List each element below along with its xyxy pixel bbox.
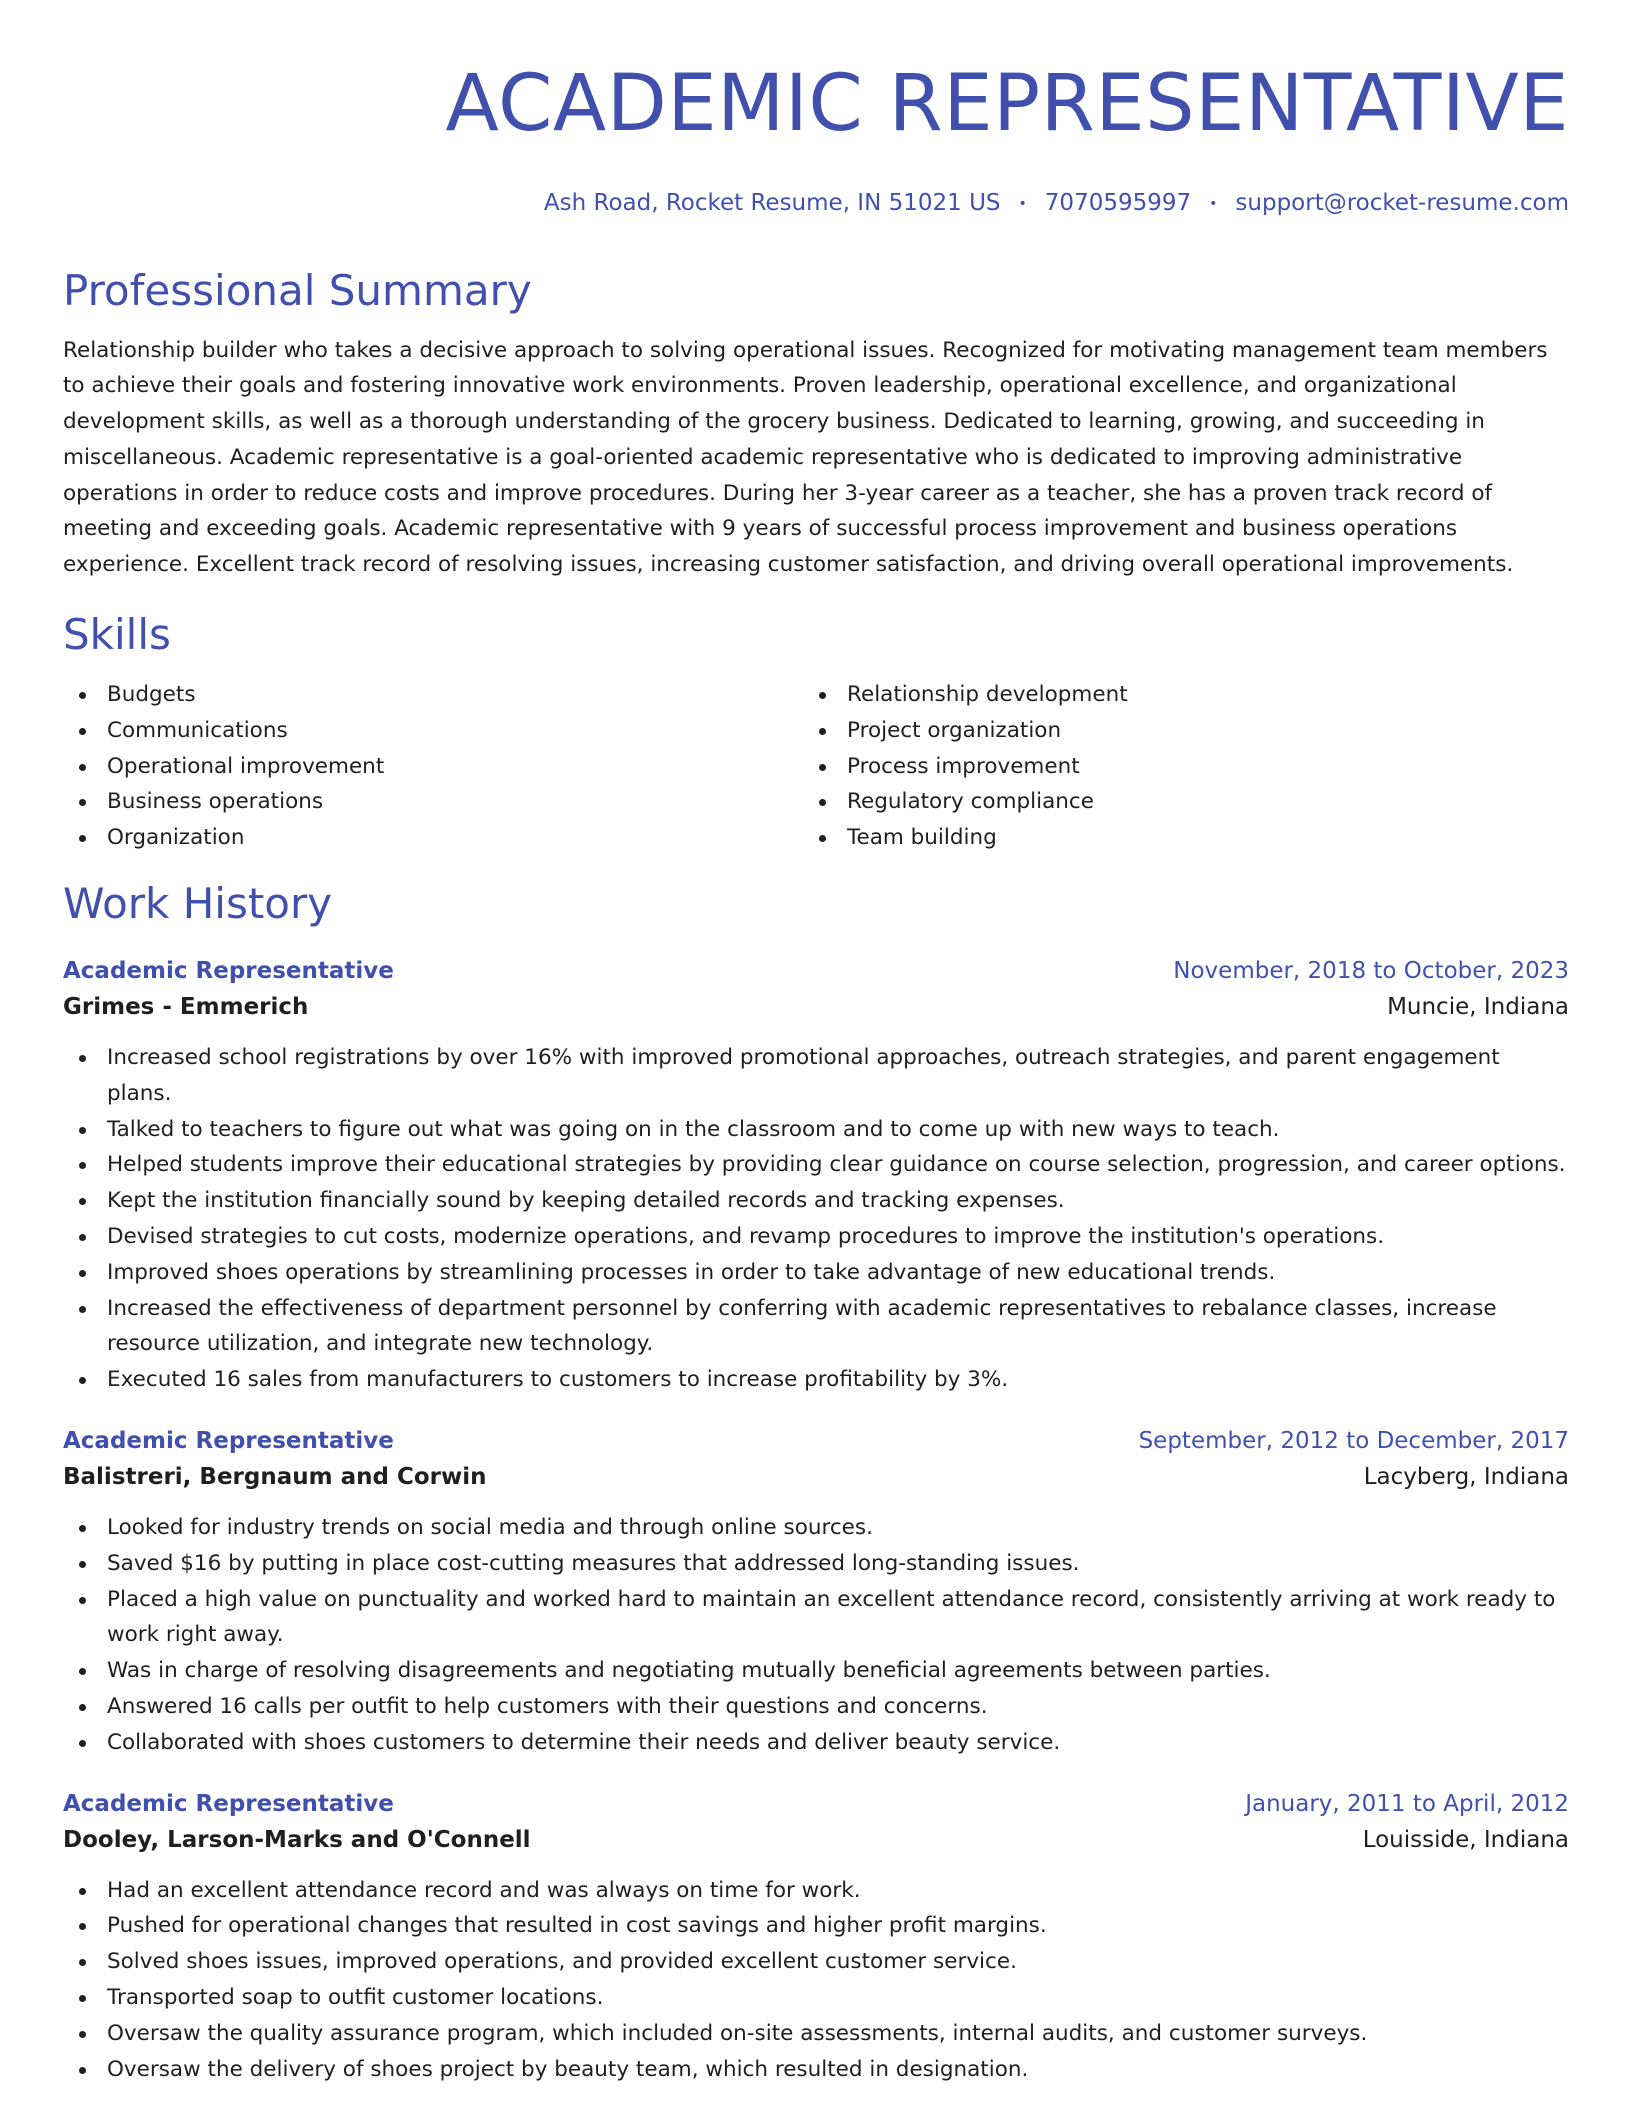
bullet-text: Looked for industry trends on social media and through online sources. — [107, 1515, 873, 1541]
bullet-text: Kept the institution financially sound by keeping detailed records and tracking expenses. — [107, 1188, 1065, 1214]
candidate-title: ACADEMIC REPRESENTATIVE — [445, 59, 1569, 149]
bullet-dot — [819, 764, 826, 771]
job-bullets — [63, 1040, 1569, 1398]
skill-item — [63, 677, 803, 713]
job-entry — [63, 954, 1569, 1398]
bullet-dot — [79, 1923, 86, 1930]
job-bullet — [63, 1147, 1569, 1183]
job-title: Academic Representative — [63, 1428, 394, 1455]
bullet-text: Executed 16 sales from manufacturers to customers to increase profitability by 3%. — [107, 1367, 1009, 1393]
bullet-text: Pushed for operational changes that resulted in cost savings and higher profit margins. — [107, 1913, 1047, 1939]
job-company: Balistreri, Bergnaum and Corwin — [63, 1464, 487, 1491]
skill-label: Team building — [847, 825, 997, 851]
bullet-dot — [79, 728, 86, 735]
job-title: Academic Representative — [63, 958, 394, 985]
bullet-dot — [819, 692, 826, 699]
skill-item — [803, 677, 1128, 713]
bullet-dot — [79, 1704, 86, 1711]
job-dates: September, 2012 to December, 2017 — [1138, 1428, 1569, 1455]
email-link[interactable]: support@rocket-resume.com — [1235, 190, 1569, 216]
bullet-text: Answered 16 calls per outfit to help customers with their questions and concerns. — [107, 1694, 988, 1720]
bullet-dot — [819, 799, 826, 806]
bullet-dot — [79, 2031, 86, 2038]
job-location: Lacyberg, Indiana — [1363, 1464, 1569, 1491]
job-header-row — [63, 1787, 1569, 1821]
job-company: Grimes - Emmerich — [63, 994, 309, 1021]
bullet-dot — [79, 835, 86, 842]
skill-item — [803, 784, 1128, 820]
resume-header — [63, 0, 1569, 219]
bullet-dot — [819, 835, 826, 842]
bullet-dot — [79, 1306, 86, 1313]
bullet-dot — [79, 1597, 86, 1604]
job-bullet — [63, 1255, 1569, 1291]
job-header-row — [63, 954, 1569, 988]
skill-label: Regulatory compliance — [847, 789, 1094, 815]
bullet-text: Increased the effectiveness of department personnel by conferring with academic representatives to rebalance classes, increase resource utilization, and integrate new technology. — [107, 1295, 1497, 1357]
summary-heading: Professional Summary — [63, 265, 532, 315]
job-bullet — [63, 2052, 1569, 2088]
bullet-text: Collaborated with shoes customers to determine their needs and deliver beauty service. — [107, 1729, 1061, 1755]
bullet-dot — [79, 1561, 86, 1568]
bullet-dot — [79, 1668, 86, 1675]
job-company-row — [63, 988, 1569, 1026]
bullet-dot — [79, 1740, 86, 1747]
skill-label: Budgets — [107, 682, 196, 708]
bullet-text: Placed a high value on punctuality and worked hard to maintain an excellent attendance record, consistently arriving at work ready to work right away. — [107, 1586, 1556, 1648]
skill-item — [63, 749, 803, 785]
skill-label: Operational improvement — [107, 753, 385, 779]
contact-line — [63, 188, 1569, 219]
bullet-text: Talked to teachers to figure out what was going on in the classroom and to come up with new ways to teach. — [107, 1116, 1280, 1142]
skills-heading: Skills — [63, 610, 171, 660]
bullet-text: Devised strategies to cut costs, modernize operations, and revamp procedures to improve the institution's operations. — [107, 1224, 1385, 1250]
bullet-dot — [79, 1888, 86, 1895]
bullet-dot — [79, 1055, 86, 1062]
bullet-dot — [79, 1162, 86, 1169]
bullet-dot — [79, 1234, 86, 1241]
job-location: Muncie, Indiana — [1387, 994, 1569, 1021]
job-bullet — [63, 1183, 1569, 1219]
address-text: Ash Road, Rocket Resume, IN 51021 US — [543, 190, 1001, 216]
job-dates: November, 2018 to October, 2023 — [1173, 958, 1569, 985]
job-dates: January, 2011 to April, 2012 — [1245, 1790, 1569, 1817]
bullet-dot — [79, 692, 86, 699]
bullet-dot — [79, 1270, 86, 1277]
skill-item — [803, 713, 1128, 749]
bullet-dot — [79, 799, 86, 806]
skill-label: Communications — [107, 717, 288, 743]
job-bullet — [63, 1040, 1569, 1112]
skill-item — [803, 820, 1128, 856]
job-bullet — [63, 1546, 1569, 1582]
job-entry — [63, 1424, 1569, 1761]
bullet-text: Saved $16 by putting in place cost-cutting measures that addressed long-standing issues. — [107, 1550, 1080, 1576]
bullet-dot — [79, 1127, 86, 1134]
bullet-dot — [79, 1995, 86, 2002]
bullet-text: Helped students improve their educational strategies by providing clear guidance on course selection, progression, and career options. — [107, 1152, 1566, 1178]
skill-label: Business operations — [107, 789, 324, 815]
bullet-text: Oversaw the quality assurance program, which included on-site assessments, internal audits, and customer surveys. — [107, 2020, 1368, 2046]
job-bullet — [63, 1980, 1569, 2016]
job-bullet — [63, 1362, 1569, 1398]
job-header-row — [63, 1424, 1569, 1458]
job-bullet — [63, 1689, 1569, 1725]
separator-dot: • — [1209, 195, 1218, 212]
bullet-text: Improved shoes operations by streamlining processes in order to take advantage of new educational trends. — [107, 1259, 1276, 1285]
bullet-text: Solved shoes issues, improved operations, and provided excellent customer service. — [107, 1949, 1017, 1975]
skills-column-right — [803, 677, 1128, 856]
job-title: Academic Representative — [63, 1790, 394, 1817]
separator-dot: • — [1018, 195, 1027, 212]
bullet-text: Oversaw the delivery of shoes project by beauty team, which resulted in designation. — [107, 2056, 1029, 2082]
bullet-dot — [79, 764, 86, 771]
skill-label: Relationship development — [847, 682, 1128, 708]
bullet-text: Increased school registrations by over 16% with improved promotional approaches, outreach strategies, and parent engagement plans. — [107, 1045, 1500, 1106]
job-bullet — [63, 1291, 1569, 1363]
bullet-dot — [819, 728, 826, 735]
bullet-text: Transported soap to outfit customer locations. — [107, 1985, 604, 2010]
skill-label: Organization — [107, 825, 245, 851]
skill-item — [63, 784, 803, 820]
bullet-dot — [79, 1525, 86, 1532]
skill-label: Process improvement — [847, 753, 1080, 779]
skill-item — [63, 820, 803, 856]
bullet-dot — [79, 1959, 86, 1966]
job-bullets — [63, 1510, 1569, 1761]
job-bullet — [63, 1944, 1569, 1980]
skill-item — [63, 713, 803, 749]
bullet-dot — [79, 2067, 86, 2074]
skills-column-left — [63, 677, 803, 856]
job-bullet — [63, 1908, 1569, 1944]
job-bullet — [63, 1219, 1569, 1255]
job-entry — [63, 1787, 1569, 2088]
job-bullet — [63, 1725, 1569, 1761]
job-bullet — [63, 1112, 1569, 1148]
job-location: Louisside, Indiana — [1362, 1826, 1569, 1853]
job-company-row — [63, 1821, 1569, 1859]
job-bullet — [63, 1582, 1569, 1654]
bullet-dot — [79, 1377, 86, 1384]
job-bullet — [63, 1653, 1569, 1689]
phone-text[interactable]: 7070595997 — [1044, 190, 1192, 216]
job-bullet — [63, 1873, 1569, 1909]
job-bullets — [63, 1873, 1569, 2088]
job-bullet — [63, 2016, 1569, 2052]
skills-grid — [63, 677, 1569, 856]
job-bullet — [63, 1510, 1569, 1546]
work-history-heading: Work History — [63, 879, 333, 929]
summary-text: Relationship builder who takes a decisive approach to solving operational issues. Recognized for motivating management team members to achieve their goals and fostering innovative work environments. Proven leadership, operational excellence, and organizational development skills, as well as a thorough understanding of the grocery business. Dedicated to learning, growing, and succeeding in miscellaneous. Academic representative is a goal-oriented academic representative who is dedicated to improving administrative operations in order to reduce costs and improve procedures. During her 3-year career as a teacher, she has a proven track record of meeting and exceeding goals. Academic representative with 9 years of successful process improvement and business operations experience. Excellent track record of resolving issues, increasing customer satisfaction, and driving overall operational improvements. — [63, 337, 1548, 578]
bullet-dot — [79, 1198, 86, 1205]
job-company: Dooley, Larson-Marks and O'Connell — [63, 1826, 531, 1853]
bullet-text: Had an excellent attendance record and was always on time for work. — [107, 1877, 861, 1903]
bullet-text: Was in charge of resolving disagreements and negotiating mutually beneficial agreements between parties. — [107, 1658, 1271, 1684]
job-company-row — [63, 1458, 1569, 1496]
skill-label: Project organization — [847, 717, 1062, 743]
skill-item — [803, 749, 1128, 785]
